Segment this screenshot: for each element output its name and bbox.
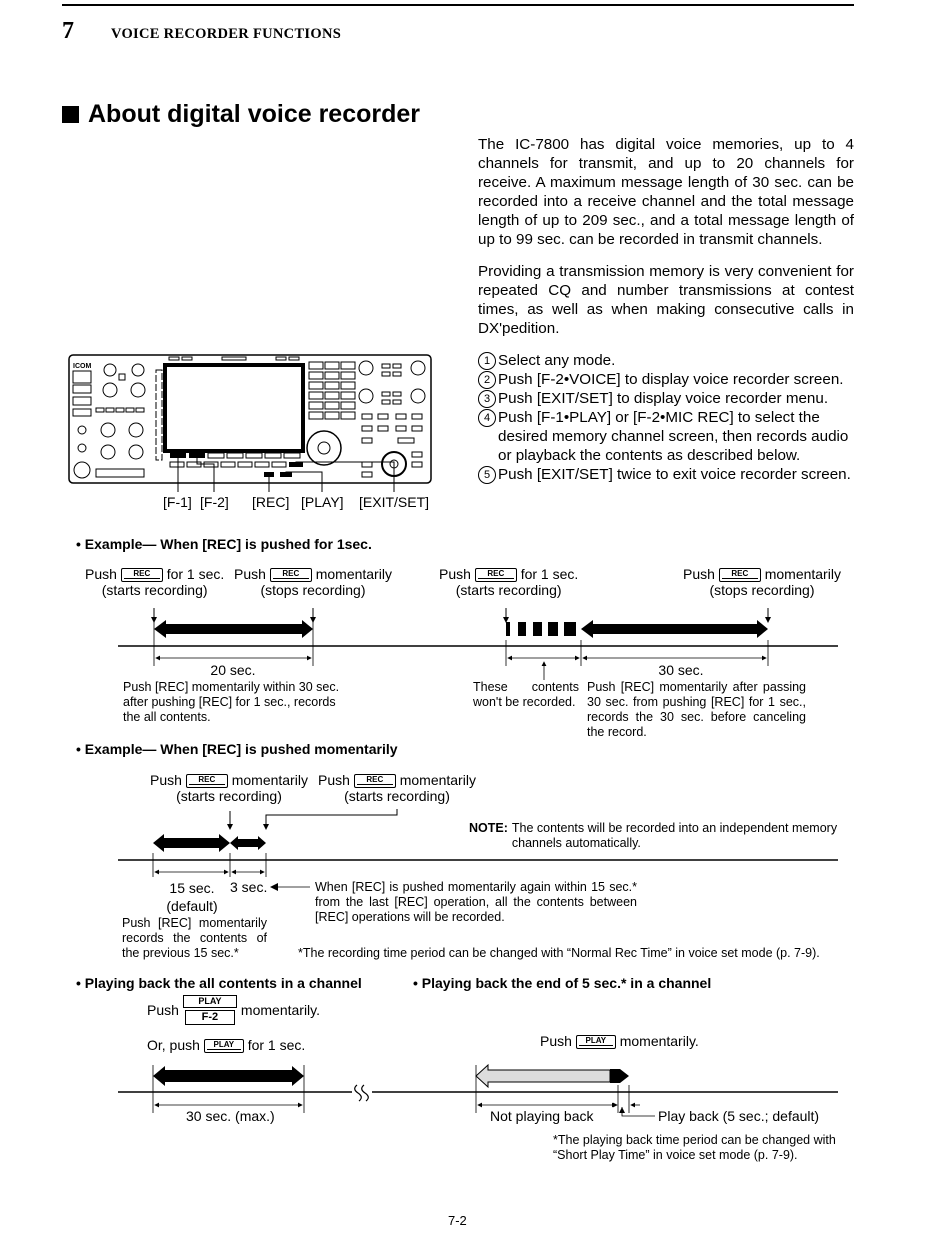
play-key-icon: PLAY xyxy=(204,1039,244,1053)
push-text: Or, push xyxy=(147,1037,200,1053)
f2-callout-label: [F-2] xyxy=(200,494,229,510)
callout-text: momentarily. xyxy=(240,1002,321,1018)
push-text: Push xyxy=(540,1033,572,1049)
playback-end-push xyxy=(540,1033,699,1049)
example2-footnote: *The recording time period can be changed with “Normal Rec Time” in voice set mode (p. 7-9). xyxy=(298,946,820,960)
playback-span-arrow xyxy=(153,1066,304,1086)
left-arrow-icon xyxy=(270,880,315,894)
duration-sublabel: (default) xyxy=(166,898,218,914)
step-number: 5 xyxy=(478,466,496,484)
push-text: Push xyxy=(234,566,266,582)
step-item xyxy=(478,351,858,370)
page-number: 7-2 xyxy=(448,1213,467,1228)
example2-dur2: 3 sec. xyxy=(230,879,268,895)
section-title xyxy=(62,100,420,129)
intro-paragraph-1: The IC-7800 has digital voice memories, up to 4 channels for transmit, and up to 20 channels for receive. A maximum message length of 30 sec. can be recorded into a receive channel and the total message length of up to 209 sec., and a total message length of up to 99 sec. can be recorded in transmit channels. xyxy=(478,136,854,248)
example1-callout-b xyxy=(234,566,392,598)
callout-text: momentarily xyxy=(764,566,841,582)
rec-key-icon: REC xyxy=(121,568,163,582)
intro-paragraph-2: Providing a transmission memory is very convenient for repeated CQ and number transmissions at contest times, as well as when making consecutive calls in DX'pedition. xyxy=(478,263,854,337)
step-text: Push [EXIT/SET] twice to exit voice recorder screen. xyxy=(498,466,851,483)
square-bullet-icon xyxy=(62,106,79,123)
callout-subtext: (starts recording) xyxy=(455,582,562,599)
chapter-title: VOICE RECORDER FUNCTIONS xyxy=(111,26,342,42)
step-text: Push [EXIT/SET] to display voice recorder menu. xyxy=(498,390,829,407)
play-callout-label: [PLAY] xyxy=(301,494,344,510)
play-key-icon: PLAY xyxy=(576,1035,616,1049)
callout-text: for 1 sec. xyxy=(166,566,225,582)
playback-all-push xyxy=(147,995,320,1025)
push-text: Push xyxy=(439,566,471,582)
header-rule xyxy=(62,4,854,6)
example2-callout-a xyxy=(150,772,308,804)
note-label: NOTE: xyxy=(469,821,508,835)
note-text: The contents will be recorded into an independent memory channels automatically. xyxy=(511,821,838,850)
rec-key-icon: REC xyxy=(354,774,396,788)
playback-end-heading: • Playing back the end of 5 sec.* in a channel xyxy=(413,975,712,991)
rec-key-icon: REC xyxy=(186,774,228,788)
step-number: 4 xyxy=(478,409,496,427)
play-back-label: Play back (5 sec.; default) xyxy=(658,1108,820,1124)
callout-text: momentarily xyxy=(231,772,308,788)
step-item xyxy=(478,408,858,465)
callout-subtext: (stops recording) xyxy=(709,582,815,599)
playback-end-footnote: *The playing back time period can be changed with “Short Play Time” in voice set mode (p. 7-9). xyxy=(553,1133,836,1162)
chapter-number: 7 xyxy=(62,18,74,44)
step-number: 2 xyxy=(478,371,496,389)
example1-callout-d xyxy=(683,566,841,598)
example1-callout-a xyxy=(85,566,224,598)
step-number: 3 xyxy=(478,390,496,408)
not-playing-span-arrow xyxy=(476,1065,610,1087)
radio-brand: ICOM xyxy=(73,363,92,370)
duration-label: 15 sec. xyxy=(169,880,215,896)
rec-key-icon: REC xyxy=(719,568,761,582)
example2-dur1 xyxy=(163,879,221,915)
example2-when-text: When [REC] is pushed momentarily again within 15 sec.* from the last [REC] operation, all the contents between [REC] operations will be recorded. xyxy=(315,880,637,924)
example1-note-right: Push [REC] momentarily after passing 30 sec. from pushing [REC] for 1 sec., records the 30 sec. before canceling the record. xyxy=(587,680,806,739)
play-key-label: PLAY xyxy=(183,995,237,1008)
callout-text: for 1 sec. xyxy=(520,566,579,582)
example1-note-mid: These contents won't be recorded. xyxy=(473,680,579,709)
push-text: Push xyxy=(150,772,182,788)
recording-span-arrow xyxy=(230,836,266,850)
exit-set-callout-label: [EXIT/SET] xyxy=(359,494,430,510)
step-item xyxy=(478,465,858,484)
playback-all-heading: • Playing back the all contents in a channel xyxy=(76,975,362,991)
push-text: Push xyxy=(85,566,117,582)
example2-timeline xyxy=(0,805,950,885)
callout-subtext: (stops recording) xyxy=(260,582,366,599)
example2-heading: • Example— When [REC] is pushed momentarily xyxy=(76,741,398,757)
section-title-text: About digital voice recorder xyxy=(88,100,421,128)
push-text: Push xyxy=(683,566,715,582)
example2-callout-b xyxy=(318,772,476,804)
step-item xyxy=(478,370,858,389)
example1-timeline xyxy=(0,600,950,690)
f1-callout-label: [F-1] xyxy=(163,494,192,510)
duration-label: 20 sec. xyxy=(210,662,256,678)
rec-key-icon: REC xyxy=(475,568,517,582)
callout-subtext: (starts recording) xyxy=(176,788,282,805)
radio-front-panel-illustration xyxy=(66,352,436,517)
duration-label: 30 sec. xyxy=(658,662,704,678)
callout-text: momentarily. xyxy=(619,1033,699,1049)
step-text: Push [F-1•PLAY] or [F-2•MIC REC] to select the desired memory channel screen, then records audio or playback the contents as described below. xyxy=(498,409,849,464)
step-number: 1 xyxy=(478,352,496,370)
callout-text: momentarily xyxy=(315,566,392,582)
callout-text: momentarily xyxy=(399,772,476,788)
example1-callout-c xyxy=(439,566,578,598)
break-icon xyxy=(355,1085,362,1101)
step-item xyxy=(478,389,858,408)
playback-all-or-push xyxy=(147,1037,305,1053)
example2-left-note: Push [REC] momentarily records the contents of the previous 15 sec.* xyxy=(122,916,267,960)
callout-subtext: (starts recording) xyxy=(344,788,450,805)
playback-all-duration: 30 sec. (max.) xyxy=(186,1108,275,1124)
recording-span-arrow xyxy=(154,620,313,638)
not-playing-label: Not playing back xyxy=(490,1108,594,1124)
play-f2-key-icon xyxy=(183,995,237,1025)
example1-heading: • Example— When [REC] is pushed for 1sec. xyxy=(76,536,372,552)
play-back-span-arrow xyxy=(610,1069,629,1083)
step-text: Push [F-2•VOICE] to display voice recorder screen. xyxy=(498,371,844,388)
callout-text: for 1 sec. xyxy=(247,1037,306,1053)
push-text: Push xyxy=(318,772,350,788)
steps-list xyxy=(478,351,858,484)
rec-callout-label: [REC] xyxy=(252,494,290,510)
f2-key-label: F-2 xyxy=(185,1010,235,1025)
callout-subtext: (starts recording) xyxy=(101,582,208,599)
example1-note-left: Push [REC] momentarily within 30 sec. after pushing [REC] for 1 sec., records the all contents. xyxy=(123,680,340,724)
push-text: Push xyxy=(147,1002,179,1018)
recording-span-arrow xyxy=(153,834,230,852)
recording-span-arrow xyxy=(581,620,768,638)
step-text: Select any mode. xyxy=(498,352,616,369)
rec-key-icon: REC xyxy=(270,568,312,582)
